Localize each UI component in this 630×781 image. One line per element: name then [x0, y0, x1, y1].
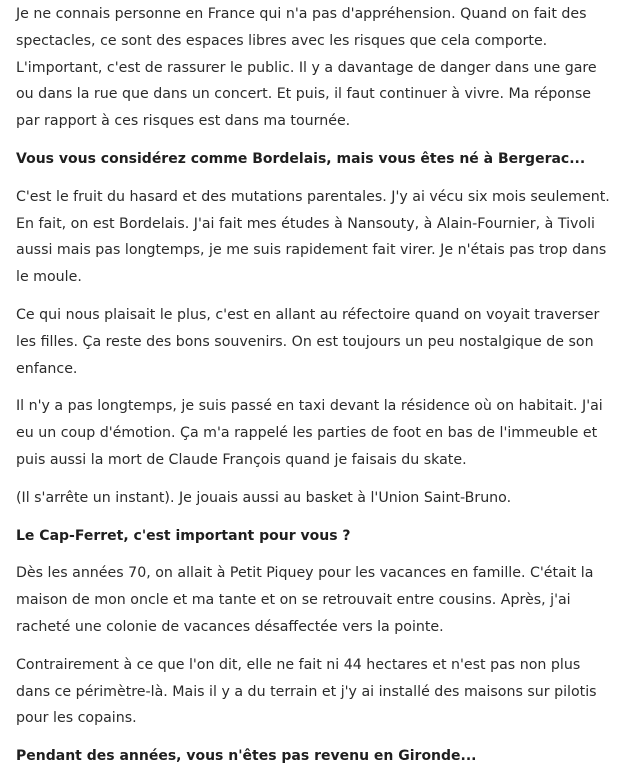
paragraph-taxi-memory: Il n'y a pas longtemps, je suis passé en taxi devant la résidence où on habitait. J'ai eu un coup d'émotion. Ça m'a rappelé les parties de foot en bas de l'immeuble et puis aussi la mort de Claude François quand je faisais du skate.: [16, 398, 603, 468]
question-cap-ferret: Le Cap-Ferret, c'est important pour vous ?: [16, 527, 351, 544]
paragraph-petit-piquey: Dès les années 70, on allait à Petit Piquey pour les vacances en famille. C'était la maison de mon oncle et ma tante et on se retrouvait entre cousins. Après, j'ai racheté une colonie de vacances désaffectée vers la pointe.: [16, 565, 594, 635]
question-gironde: Pendant des années, vous n'êtes pas revenu en Gironde...: [16, 748, 477, 765]
paragraph-tour-risks: Je ne connais personne en France qui n'a pas d'appréhension. Quand on fait des spectacles, ce sont des espaces libres avec les risques que cela comporte. L'important, c'est de rassurer le public. Il y a davantage de danger dans une gare ou dans la rue que dans un concert. Et puis, il faut continuer à vivre. Ma réponse par rapport à ces risques est dans ma tournée.: [16, 6, 597, 130]
paragraph-hectares: Contrairement à ce que l'on dit, elle ne fait ni 44 hectares et n'est pas non plus dans ce périmètre-là. Mais il y a du terrain et j'y ai installé des maisons sur pilotis pour les copains.: [16, 656, 597, 727]
paragraph-refectory: Ce qui nous plaisait le plus, c'est en allant au réfectoire quand on voyait traverser les filles. Ça reste des bons souvenirs. On est toujours un peu nostalgique de son enfance.: [16, 306, 600, 377]
question-bordelais: Vous vous considérez comme Bordelais, mais vous êtes né à Bergerac...: [16, 150, 586, 167]
paragraph-studies: C'est le fruit du hasard et des mutations parentales. J'y ai vécu six mois seulement. En fait, on est Bordelais. J'ai fait mes études à Nansouty, à Alain-Fournier, à Tivoli aussi mais pas longtemps, je me suis rapidement fait virer. Je n'étais pas trop dans le moule.: [16, 188, 610, 286]
paragraph-basketball: (Il s'arrête un instant). Je jouais aussi au basket à l'Union Saint-Bruno.: [16, 489, 512, 506]
